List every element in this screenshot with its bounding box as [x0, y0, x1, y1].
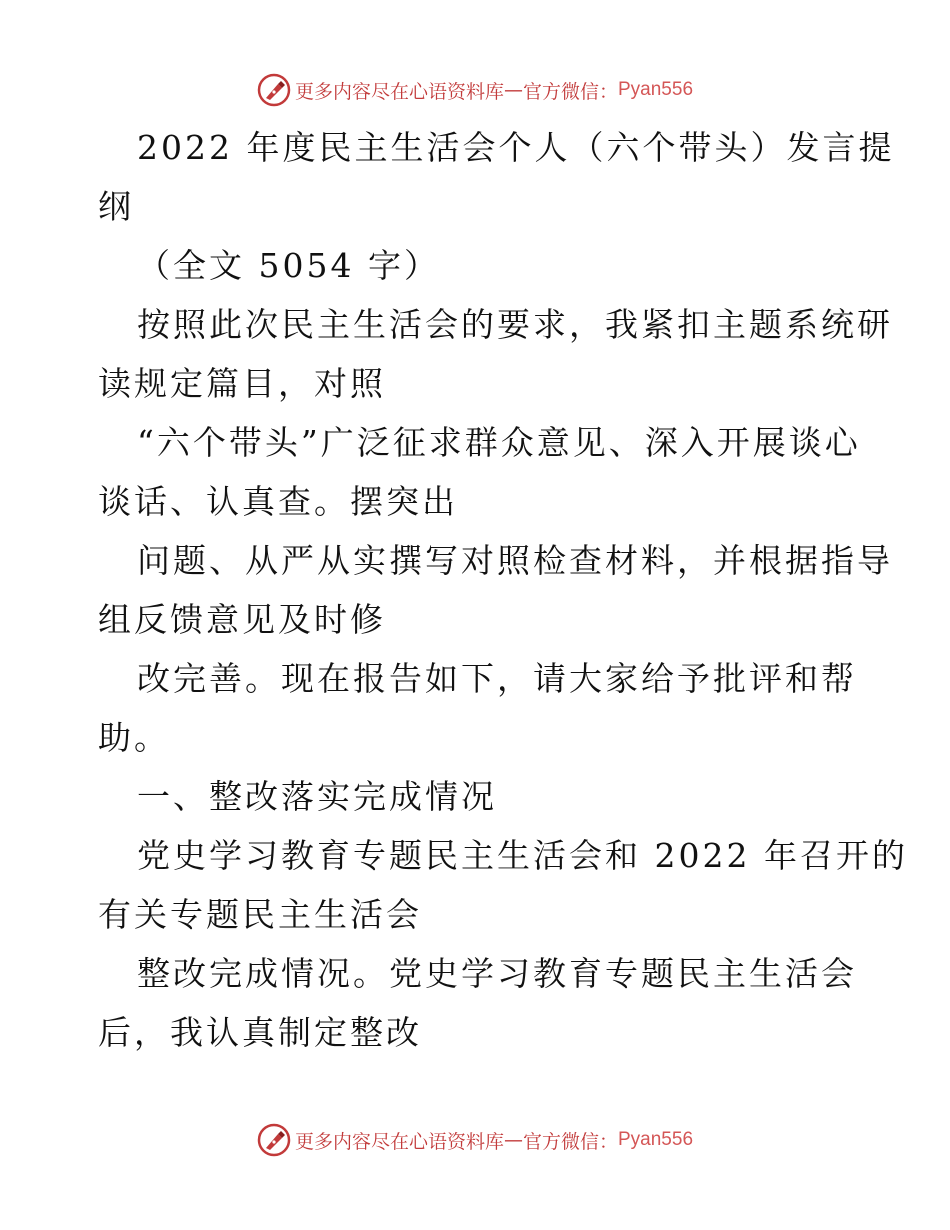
document-title-line-2: 纲	[98, 187, 134, 226]
watermark-separator: —	[503, 79, 523, 101]
paragraph-line: 读规定篇目，对照	[98, 364, 386, 403]
pen-nib-logo-icon	[257, 73, 291, 107]
paragraph-line: 谈话、认真查。摆突出	[98, 482, 458, 521]
watermark-channel: 官方微信：	[522, 1130, 618, 1153]
document-body	[98, 118, 908, 1062]
paragraph-line: “六个带头”广泛征求群众意见、深入开展谈心	[137, 423, 861, 462]
paragraph-line: 按照此次民主生活会的要求，我紧扣主题系统研	[137, 305, 893, 344]
watermark-wechat-id: Pyan556	[618, 79, 694, 100]
pen-nib-logo-icon	[257, 1123, 291, 1157]
paragraph-line: 组反馈意见及时修	[98, 600, 386, 639]
paragraph-line: 党史学习教育专题民主生活会和 2022 年召开的	[137, 836, 908, 875]
paragraph-line: 助。	[98, 718, 170, 757]
watermark-channel: 官方微信：	[522, 80, 618, 103]
watermark-wechat-id: Pyan556	[618, 1129, 694, 1150]
watermark-brand: 更多内容尽在心语资料库	[294, 1130, 504, 1153]
watermark-brand: 更多内容尽在心语资料库	[294, 80, 504, 103]
paragraph-line: 后，我认真制定整改	[98, 1013, 422, 1052]
paragraph-line: 整改完成情况。党史学习教育专题民主生活会	[137, 954, 857, 993]
paragraph-line: 改完善。现在报告如下，请大家给予批评和帮	[137, 659, 857, 698]
watermark-separator: —	[503, 1129, 523, 1151]
footer-watermark	[0, 1120, 950, 1160]
paragraph-line: 问题、从严从实撰写对照检查材料，并根据指导	[137, 541, 893, 580]
header-watermark	[0, 70, 950, 110]
section-heading: 一、整改落实完成情况	[137, 777, 497, 816]
paragraph-line: 有关专题民主生活会	[98, 895, 422, 934]
document-word-count: （全文 5054 字）	[137, 246, 440, 285]
document-title-line-1: 2022 年度民主生活会个人（六个带头）发言提	[137, 128, 895, 167]
